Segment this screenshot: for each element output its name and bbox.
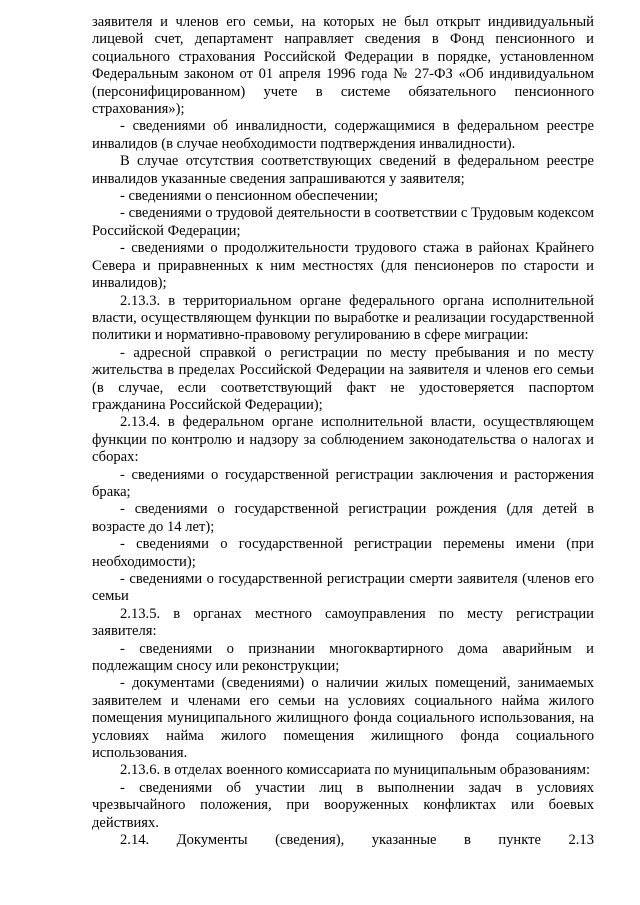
paragraph-labor-activity: - сведениями о трудовой деятельности в соответствии с Трудовым кодексом Российской Федерации; bbox=[92, 205, 594, 239]
paragraph-address-certificate: - адресной справкой о регистрации по месту пребывания и по месту жительства в пределах Российской Федерации на заявителя и членов его семьи (в случае, если соответствующий факт не удостоверяется паспортом гражданина Российской Федерации); bbox=[92, 344, 594, 413]
paragraph-birth-registration: - сведениями о государственной регистрации рождения (для детей в возрасте до 14 лет); bbox=[92, 501, 594, 535]
paragraph-disability-info: - сведениями об инвалидности, содержащимися в федеральном реестре инвалидов (в случае необходимости подтверждения инвалидности). bbox=[92, 118, 594, 152]
paragraph-death-registration: - сведениями о государственной регистрации смерти заявителя (членов его семьи bbox=[92, 571, 594, 605]
paragraph-name-change: - сведениями о государственной регистрации перемены имени (при необходимости); bbox=[92, 536, 594, 570]
clause-2-13-3: 2.13.3. в территориальном органе федерального органа исполнительной власти, осуществляющем функции по выработке и реализации государственной политики и нормативно-правовому регулированию в сфере миграции: bbox=[92, 292, 594, 344]
paragraph-marriage-registration: - сведениями о государственной регистрации заключения и расторжения брака; bbox=[92, 466, 594, 500]
paragraph-housing-documents: - документами (сведениями) о наличии жилых помещений, занимаемых заявителем и членами его семьи на условиях социального найма жилого помещения муниципального жилищного фонда социального использования, на условиях найма жилого помещения жилищного фонда социального использования. bbox=[92, 675, 594, 762]
clause-2-13-5: 2.13.5. в органах местного самоуправления по месту регистрации заявителя: bbox=[92, 605, 594, 640]
paragraph-military-participation: - сведениями об участии лиц в выполнении задач в условиях чрезвычайного положения, при вооруженных конфликтах или боевых действиях. bbox=[92, 779, 594, 831]
paragraph-continuation: заявителя и членов его семьи, на которых не был открыт индивидуальный лицевой счет, департамент направляет сведения в Фонд пенсионного и социального страхования Российской Федерации в порядке, установленном Федеральным законом от 01 апреля 1996 года № 27-ФЗ «Об индивидуальном (персонифицированном) учете в системе обязательного пенсионного страхования»); bbox=[92, 14, 594, 118]
paragraph-pension-info: - сведениями о пенсионном обеспечении; bbox=[120, 188, 379, 205]
paragraph-emergency-housing: - сведениями о признании многоквартирного дома аварийным и подлежащим сносу или реконструкции; bbox=[92, 640, 594, 675]
paragraph-disability-absence: В случае отсутствия соответствующих сведений в федеральном реестре инвалидов указанные сведения запрашиваются у заявителя; bbox=[92, 153, 594, 187]
clause-2-13-4: 2.13.4. в федеральном органе исполнительной власти, осуществляющем функции по контролю и надзору за соблюдением законодательства о налогах и сборах: bbox=[92, 414, 594, 466]
clause-2-13-6: 2.13.6. в отделах военного комиссариата по муниципальным образованиям: bbox=[120, 762, 591, 779]
paragraph-northern-service: - сведениями о продолжительности трудового стажа в районах Крайнего Севера и приравненных к ним местностях (для пенсионеров по старости и инвалидов); bbox=[92, 240, 594, 292]
document-body bbox=[92, 14, 594, 850]
clause-2-14: 2.14. Документы (сведения), указанные в пункте 2.13 bbox=[120, 832, 594, 849]
